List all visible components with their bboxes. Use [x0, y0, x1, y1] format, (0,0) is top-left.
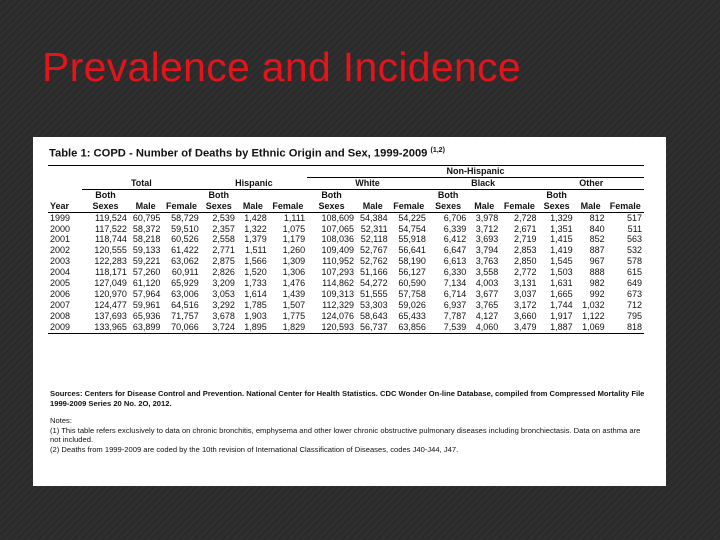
- note-1: (1) This table refers exclusively to data on chronic bronchitis, emphysema and other lower chronic obstructive pulmonary diseases including bronchiectasis. Data on asthma are not included.: [50, 425, 641, 444]
- both-label: Both: [546, 189, 567, 200]
- value-cell: 1,428: [244, 212, 267, 223]
- value-cell: 110,952: [322, 256, 355, 267]
- sexes-label: Sexes: [307, 201, 356, 212]
- value-cell: 122,283: [94, 256, 127, 267]
- value-cell: 6,647: [443, 245, 467, 256]
- table-title-text: Table 1: COPD - Number of Deaths by Ethnic Origin and Sex, 1999-2009: [49, 147, 428, 160]
- value-cell: 124,477: [94, 299, 127, 310]
- table-row: [48, 234, 644, 245]
- value-cell: 137,693: [94, 310, 127, 321]
- value-cell: 6,339: [443, 223, 467, 234]
- value-cell: 578: [626, 256, 642, 267]
- value-cell: 3,978: [475, 212, 499, 223]
- table-title: [49, 147, 445, 160]
- value-cell: 61,422: [171, 245, 199, 256]
- value-cell: 3,558: [475, 267, 499, 278]
- year-cell: 2002: [50, 245, 71, 256]
- value-cell: 2,671: [513, 223, 537, 234]
- value-cell: 1,419: [550, 245, 573, 256]
- value-cell: 107,065: [321, 223, 355, 234]
- value-cell: 3,172: [513, 299, 537, 310]
- value-cell: 852: [589, 234, 605, 245]
- year-cell: 2000: [50, 223, 71, 234]
- value-cell: 64,516: [171, 299, 199, 310]
- value-cell: 2,850: [513, 256, 537, 267]
- sexes-label: Sexes: [201, 201, 237, 212]
- value-cell: 118,171: [94, 267, 127, 278]
- value-cell: 56,641: [398, 245, 426, 256]
- year-cell: 2004: [50, 267, 71, 278]
- value-cell: 7,134: [443, 278, 467, 289]
- table-row: [48, 256, 644, 267]
- female-label: Female: [162, 201, 200, 212]
- value-cell: 109,409: [321, 245, 355, 256]
- value-cell: 1,476: [282, 278, 306, 289]
- header-row-4: [48, 201, 644, 212]
- both-label: Both: [208, 189, 230, 200]
- value-cell: 61,120: [132, 278, 161, 289]
- header-row-2: [48, 177, 644, 189]
- value-cell: 117,522: [94, 223, 127, 234]
- value-cell: 108,036: [321, 234, 355, 245]
- value-cell: 133,965: [82, 322, 129, 333]
- table-body: [48, 212, 644, 333]
- table-row: [48, 245, 644, 256]
- note-2: (2) Deaths from 1999-2009 are coded by the 10th revision of International Classification of Diseases, codes J40-J44, J47.: [50, 444, 459, 454]
- value-cell: 2,719: [513, 234, 537, 245]
- value-cell: 2,772: [513, 267, 537, 278]
- value-cell: 1,122: [582, 310, 605, 321]
- value-cell: 107,293: [321, 267, 355, 278]
- value-cell: 3,479: [500, 322, 538, 333]
- value-cell: 1,439: [282, 288, 306, 299]
- year-cell: 2006: [50, 288, 71, 299]
- value-cell: 58,729: [171, 212, 199, 223]
- value-cell: 112,329: [322, 299, 355, 310]
- value-cell: 1,903: [244, 310, 267, 321]
- value-cell: 615: [626, 267, 642, 278]
- value-cell: 3,053: [212, 288, 235, 299]
- value-cell: 3,660: [513, 310, 537, 321]
- value-cell: 63,006: [171, 288, 199, 299]
- value-cell: 1,511: [244, 245, 267, 256]
- year-header: Year: [48, 201, 82, 212]
- year-cell: 2008: [50, 310, 71, 321]
- value-cell: 119,524: [94, 212, 127, 223]
- value-cell: 1,179: [282, 234, 306, 245]
- table-document: [33, 137, 666, 486]
- both-label: Both: [95, 189, 116, 200]
- value-cell: 71,757: [171, 310, 199, 321]
- value-cell: 818: [607, 322, 644, 333]
- value-cell: 114,862: [322, 278, 355, 289]
- value-cell: 2,826: [212, 267, 235, 278]
- value-cell: 3,037: [513, 288, 537, 299]
- copd-deaths-table: [48, 165, 644, 334]
- value-cell: 6,412: [443, 234, 467, 245]
- group-header-black: Black: [428, 177, 539, 189]
- value-cell: 4,003: [475, 278, 499, 289]
- value-cell: 1,775: [282, 310, 306, 321]
- notes-block: [50, 416, 650, 454]
- sexes-label: Sexes: [82, 201, 129, 212]
- value-cell: 56,127: [398, 267, 426, 278]
- value-cell: 70,066: [162, 322, 200, 333]
- value-cell: 673: [626, 288, 642, 299]
- value-cell: 60,911: [171, 267, 199, 278]
- group-header-total: Total: [82, 177, 201, 189]
- sources-text: Sources: Centers for Disease Control and Prevention. National Center for Health Statistics. CDC Wonder On-line Database, compiled from Compressed Mortality File 1999-2009 Series 20 No. 2O, 2012.: [50, 389, 645, 408]
- value-cell: 1,665: [550, 288, 573, 299]
- value-cell: 3,678: [212, 310, 235, 321]
- male-label: Male: [237, 201, 269, 212]
- table-row: [48, 311, 644, 322]
- value-cell: 1,507: [282, 299, 306, 310]
- value-cell: 1,322: [244, 223, 267, 234]
- year-cell: 2009: [48, 322, 82, 333]
- group-header-other: Other: [539, 177, 644, 189]
- value-cell: 1,415: [550, 234, 573, 245]
- year-cell: 2001: [50, 234, 71, 245]
- value-cell: 1,309: [282, 256, 306, 267]
- value-cell: 2,539: [212, 212, 235, 223]
- value-cell: 60,590: [398, 278, 426, 289]
- value-cell: 7,539: [428, 322, 468, 333]
- value-cell: 1,917: [550, 310, 573, 321]
- value-cell: 6,937: [443, 299, 467, 310]
- value-cell: 1,829: [269, 322, 307, 333]
- value-cell: 532: [626, 245, 642, 256]
- group-header-hispanic: Hispanic: [201, 177, 307, 189]
- value-cell: 840: [589, 223, 605, 234]
- value-cell: 1,887: [539, 322, 575, 333]
- value-cell: 54,754: [398, 223, 426, 234]
- year-cell: 2003: [50, 256, 71, 267]
- value-cell: 1,520: [244, 267, 267, 278]
- value-cell: 1,566: [244, 256, 267, 267]
- female-label: Female: [607, 201, 644, 212]
- value-cell: 2,853: [513, 245, 537, 256]
- value-cell: 59,133: [132, 245, 161, 256]
- sexes-label: Sexes: [428, 201, 468, 212]
- table-title-superscript: (1,2): [430, 147, 445, 154]
- value-cell: 52,311: [360, 223, 388, 234]
- value-cell: 1,503: [550, 267, 573, 278]
- value-cell: 6,613: [443, 256, 467, 267]
- value-cell: 1,379: [244, 234, 267, 245]
- slide-title: Prevalence and Incidence: [42, 44, 522, 90]
- value-cell: 511: [627, 223, 642, 234]
- value-cell: 51,555: [360, 288, 388, 299]
- value-cell: 1,895: [237, 322, 269, 333]
- value-cell: 1,329: [550, 212, 573, 223]
- value-cell: 53,303: [360, 299, 388, 310]
- value-cell: 3,712: [475, 223, 499, 234]
- value-cell: 2,728: [513, 212, 537, 223]
- value-cell: 1,733: [244, 278, 267, 289]
- both-label: Both: [437, 189, 459, 200]
- value-cell: 1,111: [283, 212, 306, 223]
- value-cell: 118,744: [94, 234, 127, 245]
- male-label: Male: [468, 201, 500, 212]
- value-cell: 3,131: [513, 278, 537, 289]
- value-cell: 109,313: [321, 288, 355, 299]
- value-cell: 57,964: [132, 288, 161, 299]
- table-row: [48, 322, 644, 333]
- value-cell: 712: [626, 299, 642, 310]
- non-hispanic-header: Non-Hispanic: [307, 166, 644, 178]
- value-cell: 124,076: [321, 310, 355, 321]
- value-cell: 3,724: [201, 322, 237, 333]
- value-cell: 1,351: [550, 223, 573, 234]
- value-cell: 58,643: [360, 310, 388, 321]
- value-cell: 120,593: [307, 322, 356, 333]
- value-cell: 812: [589, 212, 605, 223]
- value-cell: 6,714: [443, 288, 467, 299]
- value-cell: 6,706: [443, 212, 467, 223]
- table-row: [48, 212, 644, 223]
- value-cell: 992: [589, 288, 605, 299]
- value-cell: 52,762: [360, 256, 388, 267]
- value-cell: 63,856: [390, 322, 428, 333]
- value-cell: 888: [589, 267, 605, 278]
- value-cell: 127,049: [94, 278, 127, 289]
- value-cell: 63,062: [171, 256, 199, 267]
- value-cell: 59,221: [132, 256, 161, 267]
- value-cell: 982: [589, 278, 605, 289]
- male-label: Male: [129, 201, 163, 212]
- value-cell: 2,558: [212, 234, 235, 245]
- year-cell: 2007: [50, 299, 71, 310]
- value-cell: 60,526: [171, 234, 199, 245]
- value-cell: 4,060: [468, 322, 500, 333]
- value-cell: 517: [626, 212, 642, 223]
- value-cell: 3,693: [475, 234, 499, 245]
- value-cell: 55,918: [398, 234, 426, 245]
- table-row: [48, 300, 644, 311]
- value-cell: 3,209: [212, 278, 235, 289]
- value-cell: 2,357: [212, 223, 235, 234]
- header-row-3: [48, 189, 644, 200]
- value-cell: 1,744: [550, 299, 573, 310]
- value-cell: 4,127: [475, 310, 499, 321]
- value-cell: 120,970: [94, 288, 127, 299]
- value-cell: 1,260: [282, 245, 306, 256]
- value-cell: 3,677: [475, 288, 499, 299]
- value-cell: 7,787: [443, 310, 467, 321]
- value-cell: 2,875: [212, 256, 235, 267]
- table-row: [48, 278, 644, 289]
- sexes-label: Sexes: [539, 201, 575, 212]
- notes-label: Notes:: [50, 416, 72, 425]
- value-cell: 3,292: [212, 299, 235, 310]
- value-cell: 563: [626, 234, 642, 245]
- table-row: [48, 267, 644, 278]
- value-cell: 59,026: [398, 299, 426, 310]
- value-cell: 54,384: [360, 212, 388, 223]
- value-cell: 108,609: [321, 212, 355, 223]
- female-label: Female: [390, 201, 428, 212]
- value-cell: 120,555: [94, 245, 127, 256]
- value-cell: 65,929: [171, 278, 199, 289]
- value-cell: 1,545: [550, 256, 573, 267]
- value-cell: 56,737: [356, 322, 390, 333]
- value-cell: 649: [626, 278, 642, 289]
- value-cell: 57,758: [398, 288, 426, 299]
- female-label: Female: [269, 201, 307, 212]
- value-cell: 3,794: [475, 245, 499, 256]
- value-cell: 1,032: [582, 299, 605, 310]
- year-cell: 2005: [50, 278, 71, 289]
- value-cell: 58,218: [132, 234, 161, 245]
- value-cell: 1,785: [244, 299, 267, 310]
- value-cell: 57,260: [132, 267, 161, 278]
- value-cell: 3,765: [475, 299, 499, 310]
- value-cell: 51,166: [360, 267, 388, 278]
- value-cell: 795: [626, 310, 642, 321]
- table-row: [48, 224, 644, 235]
- value-cell: 63,899: [129, 322, 163, 333]
- value-cell: 54,225: [398, 212, 426, 223]
- value-cell: 1,069: [575, 322, 607, 333]
- value-cell: 1,614: [244, 288, 267, 299]
- value-cell: 58,190: [398, 256, 426, 267]
- value-cell: 60,795: [132, 212, 161, 223]
- group-header-white: White: [307, 177, 428, 189]
- value-cell: 59,510: [171, 223, 199, 234]
- value-cell: 967: [589, 256, 605, 267]
- value-cell: 2,771: [212, 245, 235, 256]
- value-cell: 887: [589, 245, 605, 256]
- table-row: [48, 289, 644, 300]
- value-cell: 65,433: [398, 310, 426, 321]
- value-cell: 1,075: [282, 223, 306, 234]
- value-cell: 1,631: [550, 278, 573, 289]
- value-cell: 58,372: [132, 223, 161, 234]
- header-row-1: [48, 166, 644, 178]
- value-cell: 54,272: [360, 278, 388, 289]
- value-cell: 52,767: [360, 245, 388, 256]
- value-cell: 1,306: [282, 267, 306, 278]
- year-cell: 1999: [50, 212, 71, 223]
- value-cell: 59,961: [132, 299, 161, 310]
- both-label: Both: [321, 189, 342, 200]
- value-cell: 3,763: [475, 256, 499, 267]
- male-label: Male: [356, 201, 390, 212]
- value-cell: 52,118: [360, 234, 388, 245]
- value-cell: 65,936: [132, 310, 161, 321]
- value-cell: 6,330: [443, 267, 467, 278]
- female-label: Female: [500, 201, 538, 212]
- male-label: Male: [575, 201, 607, 212]
